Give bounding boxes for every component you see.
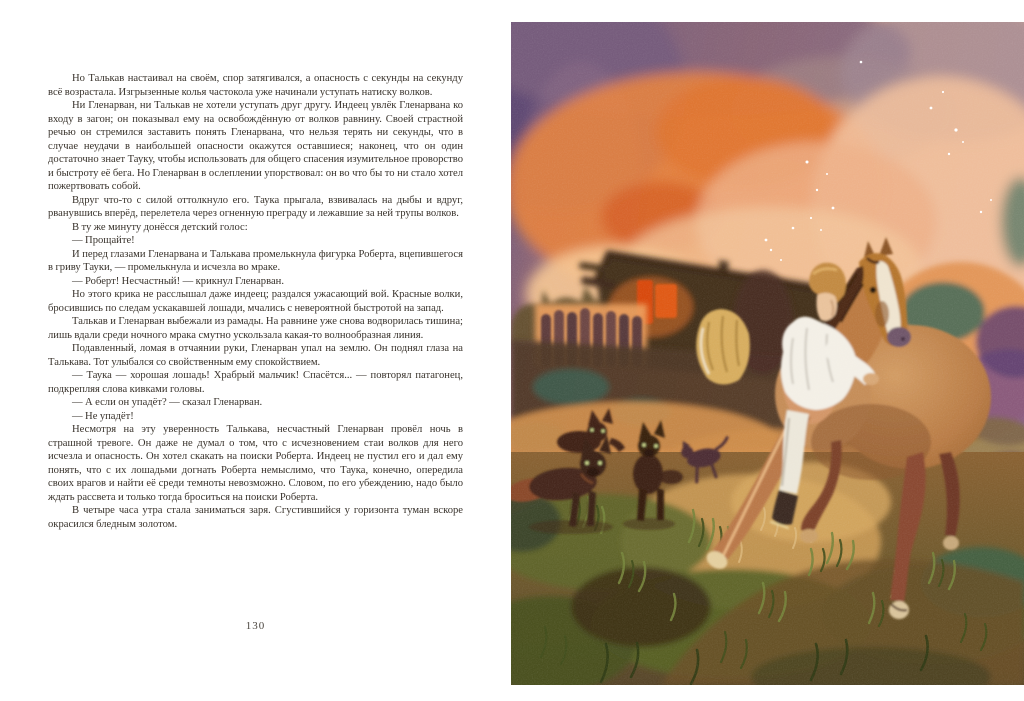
paragraph: Ни Гленарван, ни Талькав не хотели уступать друг другу. Индеец увлёк Гленарвана ко входу в загон; он показывал ему на освобождённую от волков равнину. Своей страстной речью он стремился заставить понять Гленарвана, что нельзя терять ни секунды, что в случае неудачи в наибольшей опасности окажутся оставшиеся; наконец, что он один достаточно знает Тауку, чтобы использовать для общего спасения изумительное проворство и быстроту её бега. Но Гленарван в ослеплении упорствовал: он во что бы то ни стало хотел пожертвовать собой. <box>48 100 463 192</box>
paragraph: В четыре часа утра стала заниматься заря. Сгустившийся у горизонта туман вскоре окрасился бледным золотом. <box>48 505 463 530</box>
paragraph: — Не упадёт! <box>72 410 134 422</box>
left-page <box>0 0 511 701</box>
body-text <box>48 72 463 531</box>
right-page <box>511 22 1024 685</box>
paragraph: Несмотря на эту уверенность Талькава, несчастный Гленарван провёл ночь в страшной тревоге. Он даже не думал о том, что с исчезновением стаи волков для него исчезла и опасность. Он хотел скакать на поиски Роберта. Индеец не пустил его и дал ему понять, что с их лошадьми догнать Роберта немыслимо, что Таука, конечно, опередила своих врагов и найти её среди темноты невозможно. Словом, по его убеждению, надо было ждать рассвета и только тогда броситься на поиски Роберта. <box>48 424 463 503</box>
paper-texture <box>511 22 1024 685</box>
paragraph: В ту же минуту донёсся детский голос: <box>72 221 248 233</box>
paragraph: — А если он упадёт? — сказал Гленарван. <box>72 397 263 408</box>
paragraph: Вдруг что-то с силой оттолкнуло его. Таука прыгала, взвивалась на дыбы и вдруг, рванувшись вперёд, перелетела через огненную преграду и лежавшие за ней трупы волков. <box>48 194 463 219</box>
illustration-watercolor-horse-rider <box>511 22 1024 685</box>
paragraph: Но этого крика не расслышал даже индеец; раздался ужасающий вой. Красные волки, бросившись по следам ускакавшей лошади, мчались с невероятной быстротой на запад. <box>48 289 463 314</box>
paragraph: — Прощайте! <box>72 235 135 246</box>
paragraph: Но Талькав настаивал на своём, спор затягивался, а опасность с секунды на секунду всё возрастала. Изгрызенные колья частокола уже начинали уступать натиску волков. <box>48 73 463 98</box>
paragraph: — Роберт! Несчастный! — крикнул Гленарван. <box>72 275 284 287</box>
paragraph: Подавленный, ломая в отчаянии руки, Гленарван упал на землю. Он поднял глаза на Талькава. Тот улыбался со свойственным ему спокойствием. <box>48 343 463 368</box>
paragraph: — Таука — хорошая лошадь! Храбрый мальчик! Спасётся... — повторял патагонец, подкрепляя слова кивками головы. <box>48 370 463 395</box>
page-number: 130 <box>245 620 266 632</box>
paragraph: Талькав и Гленарван выбежали из рамады. На равнине уже снова водворилась тишина; лишь вдали среди ночного мрака смутно ускользала какая-то волнообразная линия. <box>48 316 463 341</box>
paragraph: И перед глазами Гленарвана и Талькава промелькнула фигурка Роберта, вцепившегося в гриву Тауки, — промелькнула и исчезла во мраке. <box>48 248 463 273</box>
